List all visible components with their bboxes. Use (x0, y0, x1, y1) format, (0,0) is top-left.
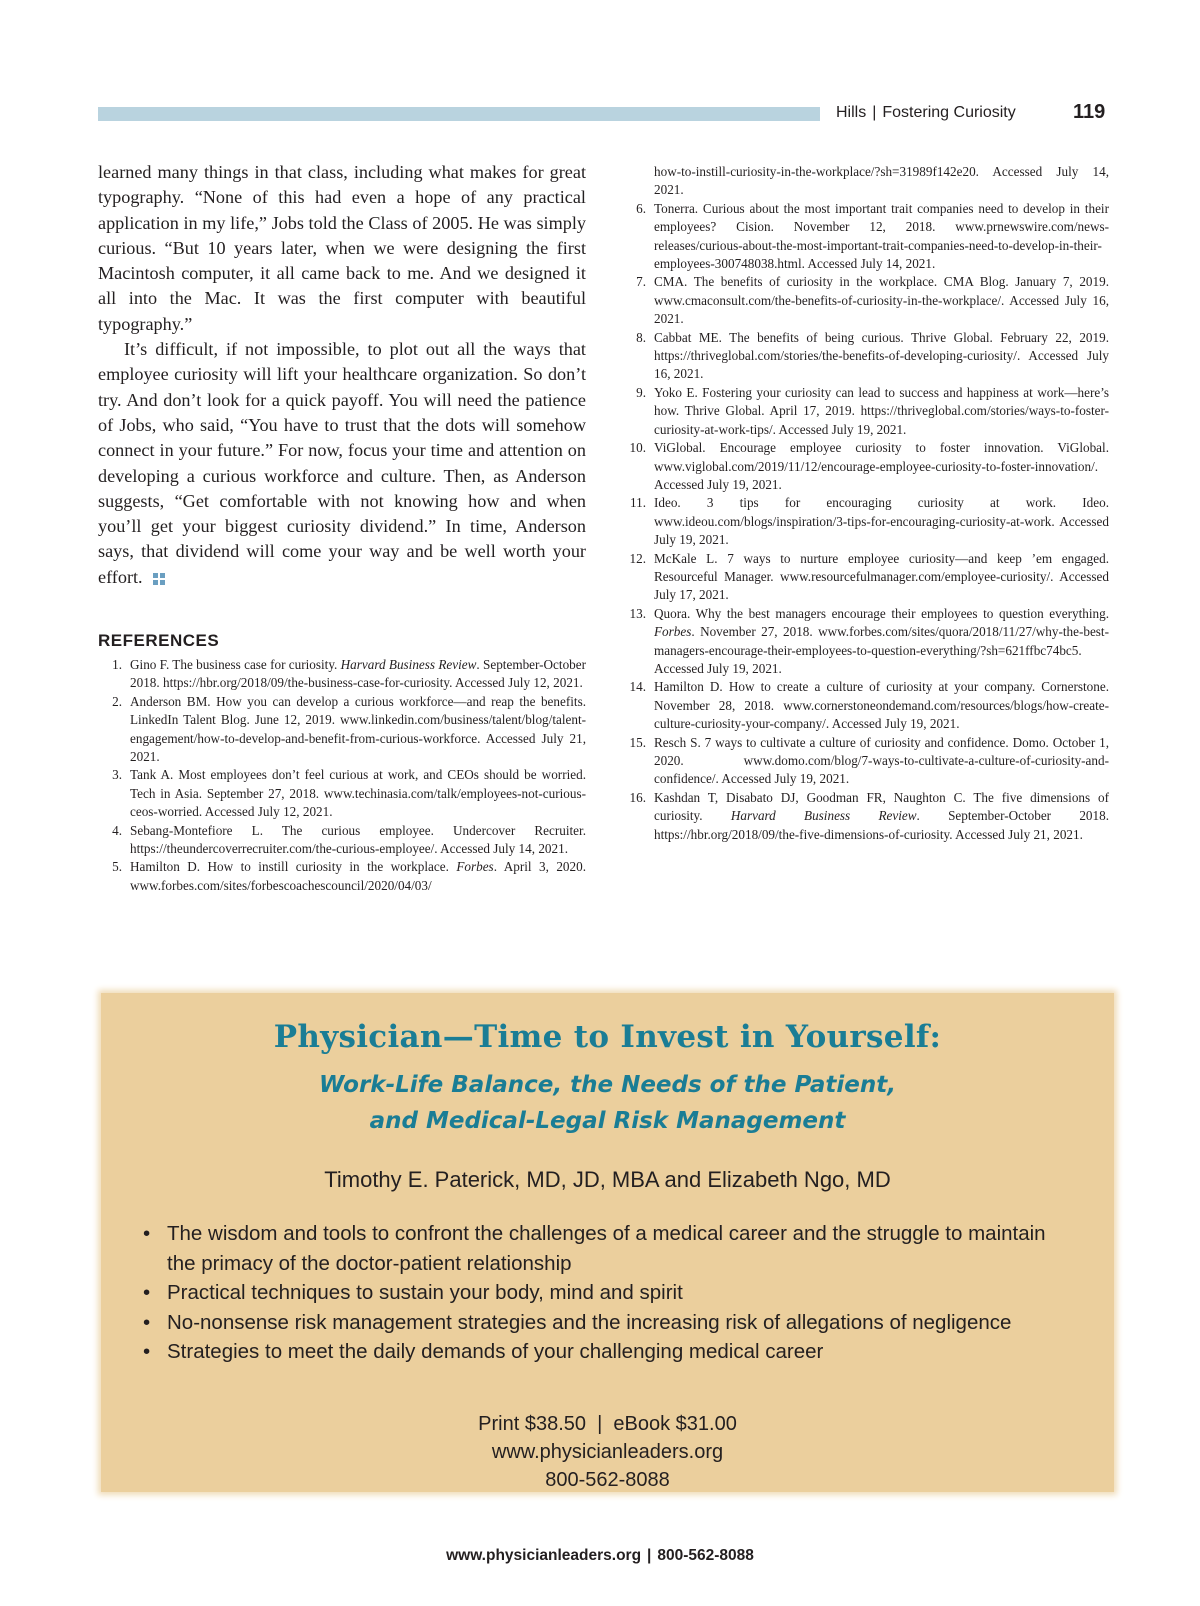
ad-feature-item: • No-nonsense risk management strategies and the increasing risk of allegations of negligence (141, 1308, 1051, 1338)
reference-list (622, 163, 1109, 200)
reference-text: Yoko E. Fostering your curiosity can lead to success and happiness at work—here’s how. Thrive Global. April 17, 2019. https://thriveglobal.com/stories/ways-to-foster-curiosity-at-work-tips/. Accessed July 19, 2021. (654, 384, 1109, 437)
reference-item (98, 656, 586, 693)
ad-phone: 800-562-8088 (545, 1469, 670, 1491)
reference-number: 6. (636, 200, 646, 216)
reference-item (622, 550, 1109, 605)
reference-number: 7. (636, 274, 646, 290)
reference-number: 14. (629, 679, 646, 695)
reference-text: Hamilton D. How to instill curiosity in the workplace. (130, 859, 457, 875)
reference-item (622, 439, 1109, 494)
reference-text: McKale L. 7 ways to nurture employee curiosity—and keep ’em engaged. Resourceful Manager. www.resourcefulmanager.com/employee-curiosity/. Accessed July 17, 2021. (654, 550, 1109, 603)
reference-item (622, 734, 1109, 789)
reference-item (622, 494, 1109, 549)
reference-text: Anderson BM. How you can develop a curious workforce—and reap the benefits. LinkedIn Talent Blog. June 12, 2019. www.linkedin.com/business/talent/blog/talent-engagement/how-to-develop-and-benefit-from-curious-workforce. Accessed July 21, 2021. (130, 693, 586, 765)
body-paragraph (98, 337, 586, 590)
footer-phone: 800-562-8088 (657, 1547, 754, 1564)
running-head-section: Fostering Curiosity (882, 104, 1016, 121)
reference-item (98, 766, 586, 821)
reference-text: Cabbat ME. The benefits of being curious. Thrive Global. February 22, 2019. https://thriveglobal.com/stories/the-benefits-of-developing-curiosity/. Accessed July 16, 2021. (654, 329, 1109, 382)
footer-website-link[interactable]: www.physicianleaders.org (446, 1547, 642, 1564)
reference-text: Hamilton D. How to create a culture of curiosity at your company. Cornerstone. November 28, 2018. www.cornerstoneondemand.com/resources/blogs/how-create-culture-curiosity-your-company/. Accessed July 19, 2021. (654, 679, 1109, 732)
reference-text: Tank A. Most employees don’t feel curious at work, and CEOs should be worried. Tech in Asia. September 27, 2018. www.techinasia.com/talk/employees-not-curious-ceos-worried. Accessed July 12, 2021. (130, 767, 586, 820)
reference-text: Quora. Why the best managers encourage their employees to question everything. (654, 605, 1109, 621)
ad-authors: Timothy E. Paterick, MD, JD, MBA and Elizabeth Ngo, MD (324, 1167, 891, 1192)
ad-feature-item: • Strategies to meet the daily demands of your challenging medical career (141, 1337, 1051, 1367)
four-squares-icon (153, 573, 165, 585)
reference-item (622, 384, 1109, 439)
reference-number: 11. (630, 495, 646, 511)
reference-text: Ideo. 3 tips for encouraging curiosity at work. Ideo. www.ideou.com/blogs/inspiration/3-tips-for-encouraging-curiosity-at-work. Accessed July 19, 2021. (654, 495, 1109, 548)
references-heading: REFERENCES (98, 631, 220, 650)
reference-list (98, 656, 586, 895)
reference-journal: Harvard Business Review (340, 657, 477, 672)
reference-number: 1. (112, 657, 122, 672)
reference-number: 9. (636, 384, 646, 400)
reference-item (622, 678, 1109, 733)
reference-journal: Harvard Business Review (730, 808, 917, 824)
reference-item (622, 329, 1109, 384)
running-head (836, 104, 1016, 122)
ad-feature-item: • Practical techniques to sustain your body, mind and spirit (141, 1278, 1051, 1308)
page-footer (0, 1547, 1200, 1565)
footer-separator: | (647, 1547, 652, 1564)
reference-item (98, 693, 586, 767)
ad-price: Print $38.50 | eBook $31.00 (478, 1413, 737, 1435)
references-right-column (622, 163, 1109, 844)
reference-journal: Forbes (654, 624, 692, 640)
body-column (98, 160, 586, 590)
reference-text: . September-October 2018. https://hbr.org/2018/09/the-business-case-for-curiosity. Accessed July 12, 2021. (130, 657, 587, 691)
running-head-separator: | (872, 104, 877, 121)
reference-number: 16. (629, 789, 646, 805)
ad-feature-item: • The wisdom and tools to confront the challenges of a medical career and the struggle to maintain the primacy of the doctor-patient relationship (141, 1219, 1051, 1278)
reference-text: . April 3, 2020. www.forbes.com/sites/forbescoachescouncil/2020/04/03/ (130, 859, 586, 893)
reference-item (622, 605, 1109, 679)
reference-item-continued: how-to-instill-curiosity-in-the-workplace/?sh=31989f142e20. Accessed July 14, 2021. (654, 164, 1109, 198)
reference-number: 10. (629, 440, 646, 456)
ad-website-link[interactable]: www.physicianleaders.org (491, 1441, 724, 1463)
reference-number: 8. (636, 329, 646, 345)
reference-number: 2. (112, 693, 122, 709)
ad-title: Physician—Time to Invest in Yourself: (273, 1019, 942, 1055)
reference-item (98, 858, 586, 895)
header-bar (98, 107, 820, 121)
reference-item (98, 822, 586, 859)
reference-journal: Forbes (456, 859, 494, 875)
reference-text: . November 27, 2018. www.forbes.com/sites/quora/2018/11/27/why-the-best-managers-encourage-their-employees-to-question-everything/?sh=621ffbc74bc5. Accessed July 19, 2021. (654, 624, 1109, 676)
reference-number: 5. (112, 859, 122, 875)
reference-number: 15. (629, 734, 646, 750)
reference-number: 4. (112, 822, 122, 838)
ad-subtitle (101, 1067, 1114, 1139)
reference-text: Resch S. 7 ways to cultivate a culture of curiosity and confidence. Domo. October 1, 2020. www.domo.com/blog/7-ways-to-cultivate-a-culture-of-curiosity-and-confidence/. Accessed July 19, 2021. (654, 734, 1109, 787)
ad-subtitle-line: and Medical-Legal Risk Management (369, 1108, 846, 1134)
reference-text: ViGlobal. Encourage employee curiosity to foster innovation. ViGlobal. www.viglobal.com/2019/11/12/encourage-employee-curiosity-to-foster-innovation/. Accessed July 19, 2021. (654, 440, 1109, 492)
reference-text: Gino F. The business case for curiosity. (130, 657, 341, 672)
reference-number: 13. (629, 605, 646, 621)
reference-item (622, 273, 1109, 328)
reference-text: Kashdan T, Disabato DJ, Goodman FR, Naughton C. The five dimensions of curiosity. (654, 789, 1109, 824)
reference-text: CMA. The benefits of curiosity in the workplace. CMA Blog. January 7, 2019. www.cmaconsult.com/the-benefits-of-curiosity-in-the-workplace/. Accessed July 16, 2021. (654, 274, 1109, 327)
ad-subtitle-line: Work-Life Balance, the Needs of the Patient, (319, 1072, 896, 1098)
ad-feature-list (141, 1219, 1051, 1367)
reference-text: Tonerra. Curious about the most important trait companies need to develop in their employees? Cision. November 12, 2018. www.prnewswire.com/news-releases/curious-about-the-most-important-trait-companies-need-to-develop-in-their-employees-300748038.html. Accessed July 14, 2021. (654, 200, 1109, 272)
body-paragraph-text: It’s difficult, if not impossible, to plot out all the ways that employee curiosity will lift your healthcare organization. So don’t try. And don’t look for a quick payoff. You will need the patience of Jobs, who said, “You have to trust that the dots will somehow connect in your future.” For now, focus your time and attention on developing a curious workforce and culture. Then, as Anderson suggests, “Get comfortable with not knowing how and when you’ll get your biggest curiosity dividend.” In time, Anderson says, that dividend will come your way and be well worth your effort. (98, 339, 586, 587)
book-advertisement (101, 993, 1114, 1492)
page-number: 119 (1073, 101, 1106, 123)
reference-list (622, 200, 1109, 844)
reference-number: 12. (629, 550, 646, 566)
reference-item (622, 789, 1109, 844)
reference-item (622, 200, 1109, 274)
references-left-column (98, 656, 586, 895)
reference-text: . September-October 2018. https://hbr.org/2018/09/the-five-dimensions-of-curiosity. Accessed July 21, 2021. (654, 808, 1109, 842)
ad-contact-block (101, 1410, 1114, 1494)
body-paragraph: learned many things in that class, including what makes for great typography. “None of this had even a hope of any practical application in my life,” Jobs told the Class of 2005. He was simply curious. “But 10 years later, when we were designing the first Macintosh computer, it all came back to me. And we designed it all into the Mac. It was the first computer with beautiful typography.” (98, 162, 586, 334)
reference-number: 3. (112, 767, 122, 783)
reference-text: Sebang-Montefiore L. The curious employee. Undercover Recruiter. https://theundercoverrecruiter.com/the-curious-employee/. Accessed July 14, 2021. (130, 822, 586, 857)
running-head-author: Hills (836, 104, 867, 121)
